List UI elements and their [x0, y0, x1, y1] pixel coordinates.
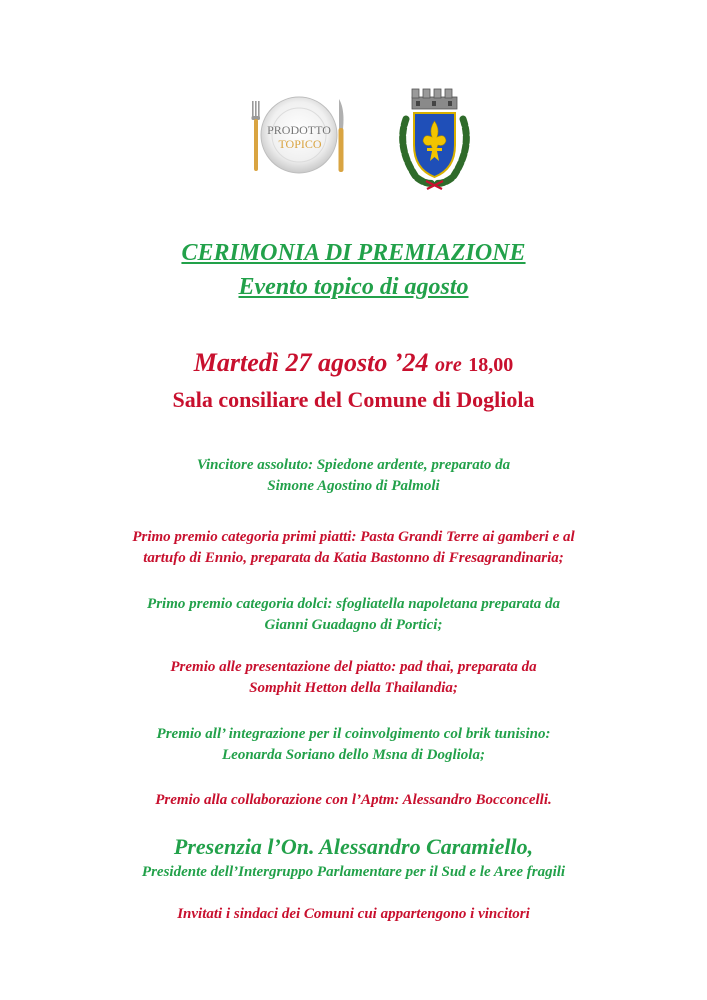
- award-line: Vincitore assoluto: Spiedone ardente, preparato da: [196, 457, 511, 473]
- award-line: Leonarda Soriano dello Msna di Dogliola;: [222, 747, 485, 763]
- award-first-courses: [0, 527, 707, 569]
- award-absolute-winner: [0, 455, 707, 497]
- page-subtitle: Evento topico di agosto: [238, 274, 469, 300]
- award-collaboration: [0, 790, 707, 811]
- plate-fork-knife-icon: [244, 95, 354, 177]
- award-line: Primo premio categoria primi piatti: Pasta Grandi Terre ai gamberi e al: [132, 529, 575, 545]
- award-presentation: [0, 657, 707, 699]
- award-line: Primo premio categoria dolci: sfogliatella napoletana preparata da: [147, 596, 560, 612]
- award-line: Premio alle presentazione del piatto: pad thai, preparata da: [170, 659, 537, 675]
- fleur-de-lis-coat-of-arms-icon: [392, 85, 477, 193]
- footer-invitati: Invitati i sindaci dei Comuni cui appartengono i vincitori: [177, 906, 530, 922]
- guest-presenzia: Presenzia l’On. Alessandro Caramiello,: [173, 834, 534, 859]
- award-line: tartufo di Ennio, preparata da Katia Bastonno di Fresagrandinaria;: [143, 550, 564, 566]
- award-line: Simone Agostino di Palmoli: [267, 478, 440, 494]
- award-integration: [0, 724, 707, 766]
- logos-header: [0, 85, 707, 195]
- event-time: 18,00: [468, 354, 514, 376]
- event-date-line: [0, 347, 707, 381]
- left-logo-text-top: PRODOTTO: [267, 123, 331, 137]
- event-venue: Sala consiliare del Comune di Dogliola: [172, 387, 535, 412]
- award-line: Premio all’ integrazione per il coinvolgimento col brik tunisino:: [156, 726, 551, 742]
- award-line: Gianni Guadagno di Portici;: [264, 617, 443, 633]
- left-logo-text-bottom: TOPICO: [278, 137, 322, 151]
- award-line: Somphit Hetton della Thailandia;: [249, 680, 458, 696]
- event-date: Martedì 27 agosto ’24: [193, 348, 429, 377]
- event-time-label: ore: [435, 354, 462, 376]
- award-line: Premio alla collaborazione con l’Aptm: Alessandro Bocconcelli.: [155, 792, 552, 808]
- award-desserts: [0, 594, 707, 636]
- guest-role: Presidente dell’Intergruppo Parlamentare per il Sud e le Aree fragili: [141, 864, 566, 880]
- page-title: CERIMONIA DI PREMIAZIONE: [181, 240, 526, 266]
